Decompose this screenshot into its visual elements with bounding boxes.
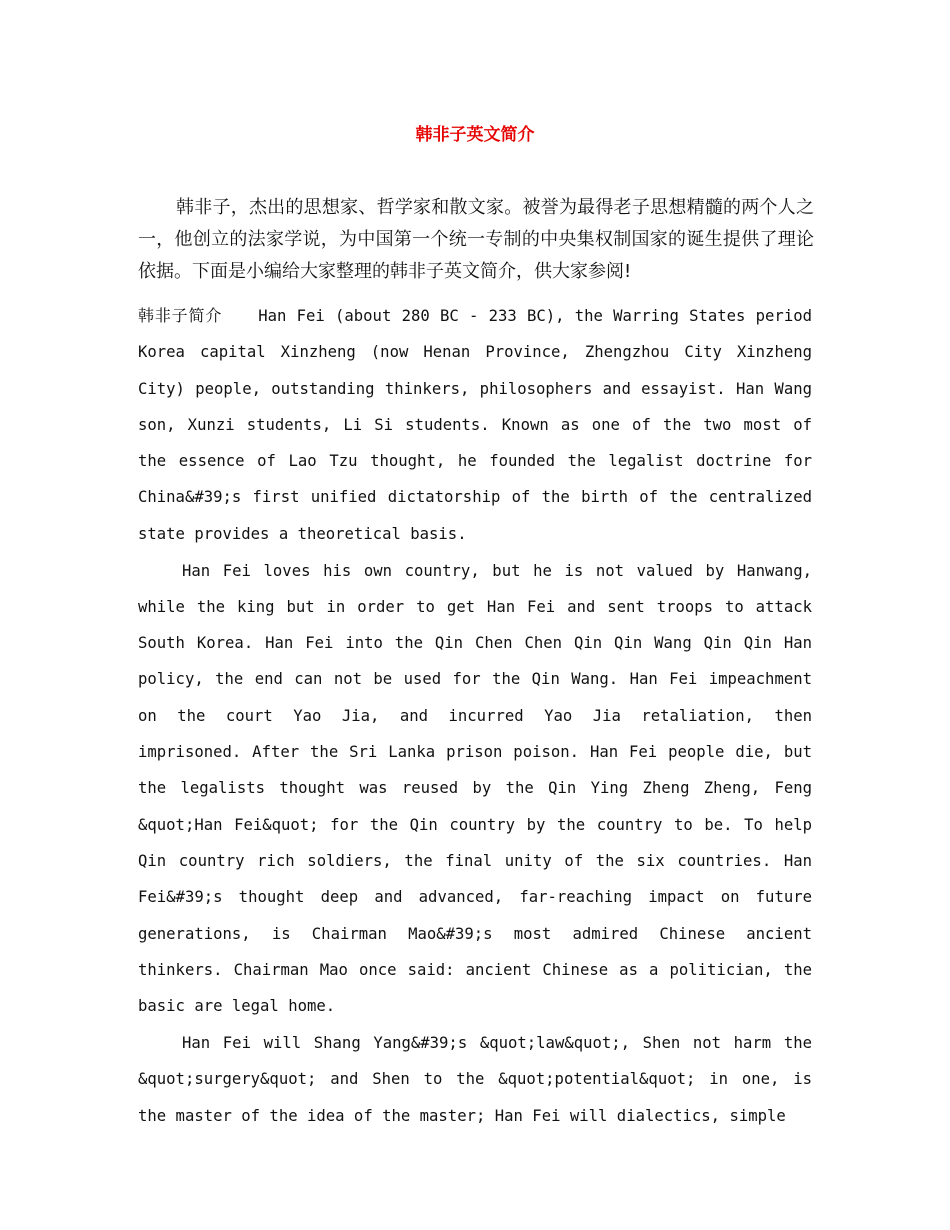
- article-body: [138, 298, 812, 1134]
- paragraph-1-text: Han Fei (about 280 BC - 233 BC), the Warring States period Korea capital Xinzheng (now Henan Province, Zhengzhou City Xinzheng City) people, outstanding thinkers, philosophers and essayist. Han Wang son, Xunzi students, Li Si students. Known as one of the two most of the essence of Lao Tzu thought, he founded the legalist doctrine for China&#39;s first unified dictatorship of the birth of the centralized state provides a theoretical basis.: [138, 307, 812, 543]
- intro-paragraph: 韩非子，杰出的思想家、哲学家和散文家。被誉为最得老子思想精髓的两个人之一，他创立的法家学说，为中国第一个统一专制的中央集权制国家的诞生提供了理论依据。下面是小编给大家整理的韩非子英文简介，供大家参阅!: [138, 197, 814, 282]
- section-label: 韩非子简介: [138, 306, 223, 325]
- paragraph-1: [138, 298, 812, 552]
- document-title: 韩非子英文简介: [415, 125, 535, 145]
- paragraph-2: Han Fei loves his own country, but he is not valued by Hanwang, while the king but in order to get Han Fei and sent troops to attack South Korea. Han Fei into the Qin Chen Chen Qin Qin Wang Qin Qin Han policy, the end can not be used for the Qin Wang. Han Fei impeachment on the court Yao Jia, and incurred Yao Jia retaliation, then imprisoned. After the Sri Lanka prison poison. Han Fei people die, but the legalists thought was reused by the Qin Ying Zheng Zheng, Feng &quot;Han Fei&quot; for the Qin country by the country to be. To help Qin country rich soldiers, the final unity of the six countries. Han Fei&#39;s thought deep and advanced, far-reaching impact on future generations, is Chairman Mao&#39;s most admired Chinese ancient thinkers. Chairman Mao once said: ancient Chinese as a politician, the basic are legal home.: [138, 561, 812, 1016]
- paragraph-3: Han Fei will Shang Yang&#39;s &quot;law&quot;, Shen not harm the &quot;surgery&quot; and Shen to the &quot;potential&quot; in one, is the master of the idea of the master; Han Fei will dialectics, simple: [138, 1033, 812, 1125]
